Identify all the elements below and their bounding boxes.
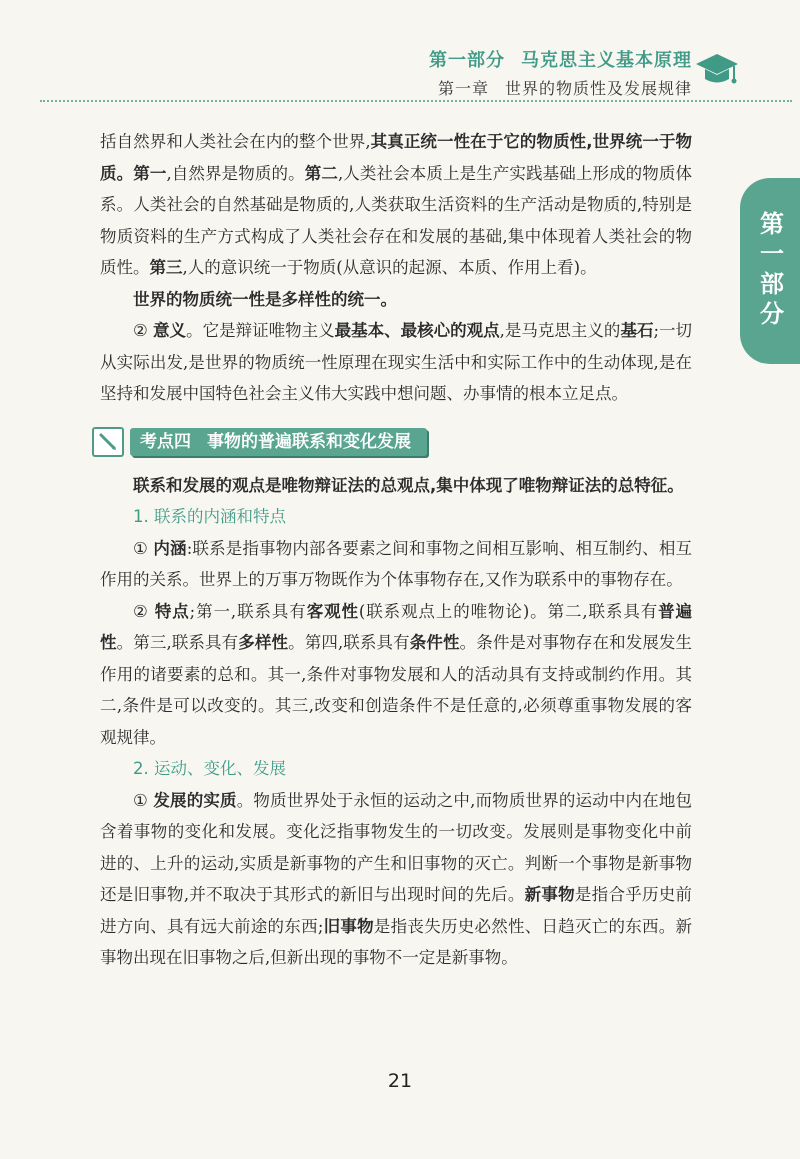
bold-text: 其真正统一性在于它的物质性,世界统一于物质。第一 [100, 132, 692, 183]
subheading-motion: 2. 运动、变化、发展 [133, 759, 286, 778]
section-header [92, 426, 692, 458]
text: ,自然界是物质的。 [166, 163, 305, 183]
text: ;第一,联系具有 [189, 601, 307, 621]
circled-number: ① [133, 538, 148, 558]
header-part-number: 第一部分 [429, 50, 505, 71]
paragraph-diversity [100, 284, 692, 316]
header-chapter-number: 第一章 [437, 79, 489, 98]
text: ,人类社会本质上是生产实践基础上形成的物质体系。人类社会的自然基础是物质的,人类获取生活资料的生产活动是物质的,特别是物质资料的生产方式构成了人类社会存在和发展的基础,集中体现着人类社会的物质性。 [100, 163, 693, 277]
text: 。物质世界处于永恒的运动之中,而物质世界的运动中内在地包含着事物的变化和发展。变化泛指事物发生的一切改变。发展则是事物变化中前进的、上升的运动,实质是新事物的产生和旧事物的灭亡。判断一个事物是新事物还是旧事物,并不取决于其形式的新旧与出现时间的先后。 [100, 790, 693, 904]
header-part-title: 马克思主义基本原理 [521, 50, 692, 71]
circled-number: ② [133, 321, 148, 340]
text: :联系是指事物内部各要素之间和事物之间相互影响、相互制约、相互作用的关系。世界上的万事万物既作为个体事物存在,又作为联系中的事物存在。 [100, 538, 693, 589]
text: ;一切从实际出发,是世界的物质统一性原理在现实生活中和实际工作中的生动体现,是在坚持和发展中国特色社会主义伟大实践中想问题、办事情的根本立足点。 [100, 321, 693, 403]
paragraph-world-unity [100, 126, 692, 284]
bold-text: 旧事物 [323, 916, 374, 936]
bold-text: 第三 [149, 258, 183, 277]
header-chapter [438, 76, 692, 99]
bold-text: 条件性 [409, 633, 460, 652]
bold-text: 新事物 [524, 885, 575, 904]
text: ,人的意识统一于物质(从意识的起源、本质、作用上看)。 [182, 258, 597, 277]
header-divider [40, 100, 792, 102]
text: 。条件是对事物存在和发展发生作用的诸要素的总和。其一,条件对事物发展和人的活动具有支持或制约作用。其二,条件是可以改变的。其三,改变和创造条件不是任意的,必须尊重事物发展的客观规律。 [100, 633, 693, 747]
text: 。它是辩证唯物主义 [186, 321, 335, 340]
bold-text: 第二 [304, 163, 338, 183]
bold-text: 客观性 [306, 601, 359, 621]
bold-text: 最基本、最核心的观点 [334, 321, 500, 340]
paragraph-development [100, 785, 692, 974]
page-number: 21 [387, 1070, 413, 1092]
side-tab [740, 178, 800, 364]
circled-number: ① [133, 790, 148, 810]
paragraph-significance [100, 315, 692, 410]
bold-text: 内涵 [153, 538, 187, 558]
bold-text: 发展的实质 [153, 790, 237, 810]
pencil-icon [92, 427, 124, 457]
bold-text: 特点 [154, 601, 190, 621]
section-title: 事物的普遍联系和变化发展 [207, 431, 411, 452]
bold-text: 联系和发展的观点是唯物辩证法的总观点,集中体现了唯物辩证法的总特征。 [133, 475, 684, 495]
graduation-cap-icon [694, 50, 740, 90]
page-content [100, 126, 692, 974]
section-label: 考点四 [140, 431, 191, 452]
text: 括自然界和人类社会在内的整个世界, [100, 132, 371, 151]
header-part [429, 46, 692, 72]
text: ,是马克思主义的 [499, 321, 621, 340]
circled-number: ② [133, 601, 149, 621]
paragraph-connotation [100, 533, 692, 596]
text: (联系观点上的唯物论)。第二,联系具有 [358, 601, 659, 621]
text: 是指丧失历史必然性、日趋灭亡的东西。新事物出现在旧事物之后,但新出现的事物不一定是新事物。 [100, 916, 693, 967]
bold-text: 意义 [153, 321, 187, 340]
text: 是指合乎历史前进方向、具有远大前途的东西; [100, 885, 693, 936]
subheading-connection: 1. 联系的内涵和特点 [133, 507, 286, 526]
paragraph-intro [100, 470, 692, 502]
paragraph-characteristics [100, 596, 692, 754]
bold-text: 世界的物质统一性是多样性的统一。 [133, 289, 397, 309]
text: 。第三,联系具有 [116, 633, 239, 652]
bold-text: 多样性 [238, 633, 289, 652]
side-tab-label: 第一部分 [755, 211, 784, 331]
text: 。第四,联系具有 [288, 633, 410, 652]
section-title-box [130, 428, 427, 456]
bold-text: 普遍性 [100, 601, 693, 652]
bold-text: 基石 [620, 321, 654, 340]
header-chapter-title: 世界的物质性及发展规律 [504, 79, 692, 98]
